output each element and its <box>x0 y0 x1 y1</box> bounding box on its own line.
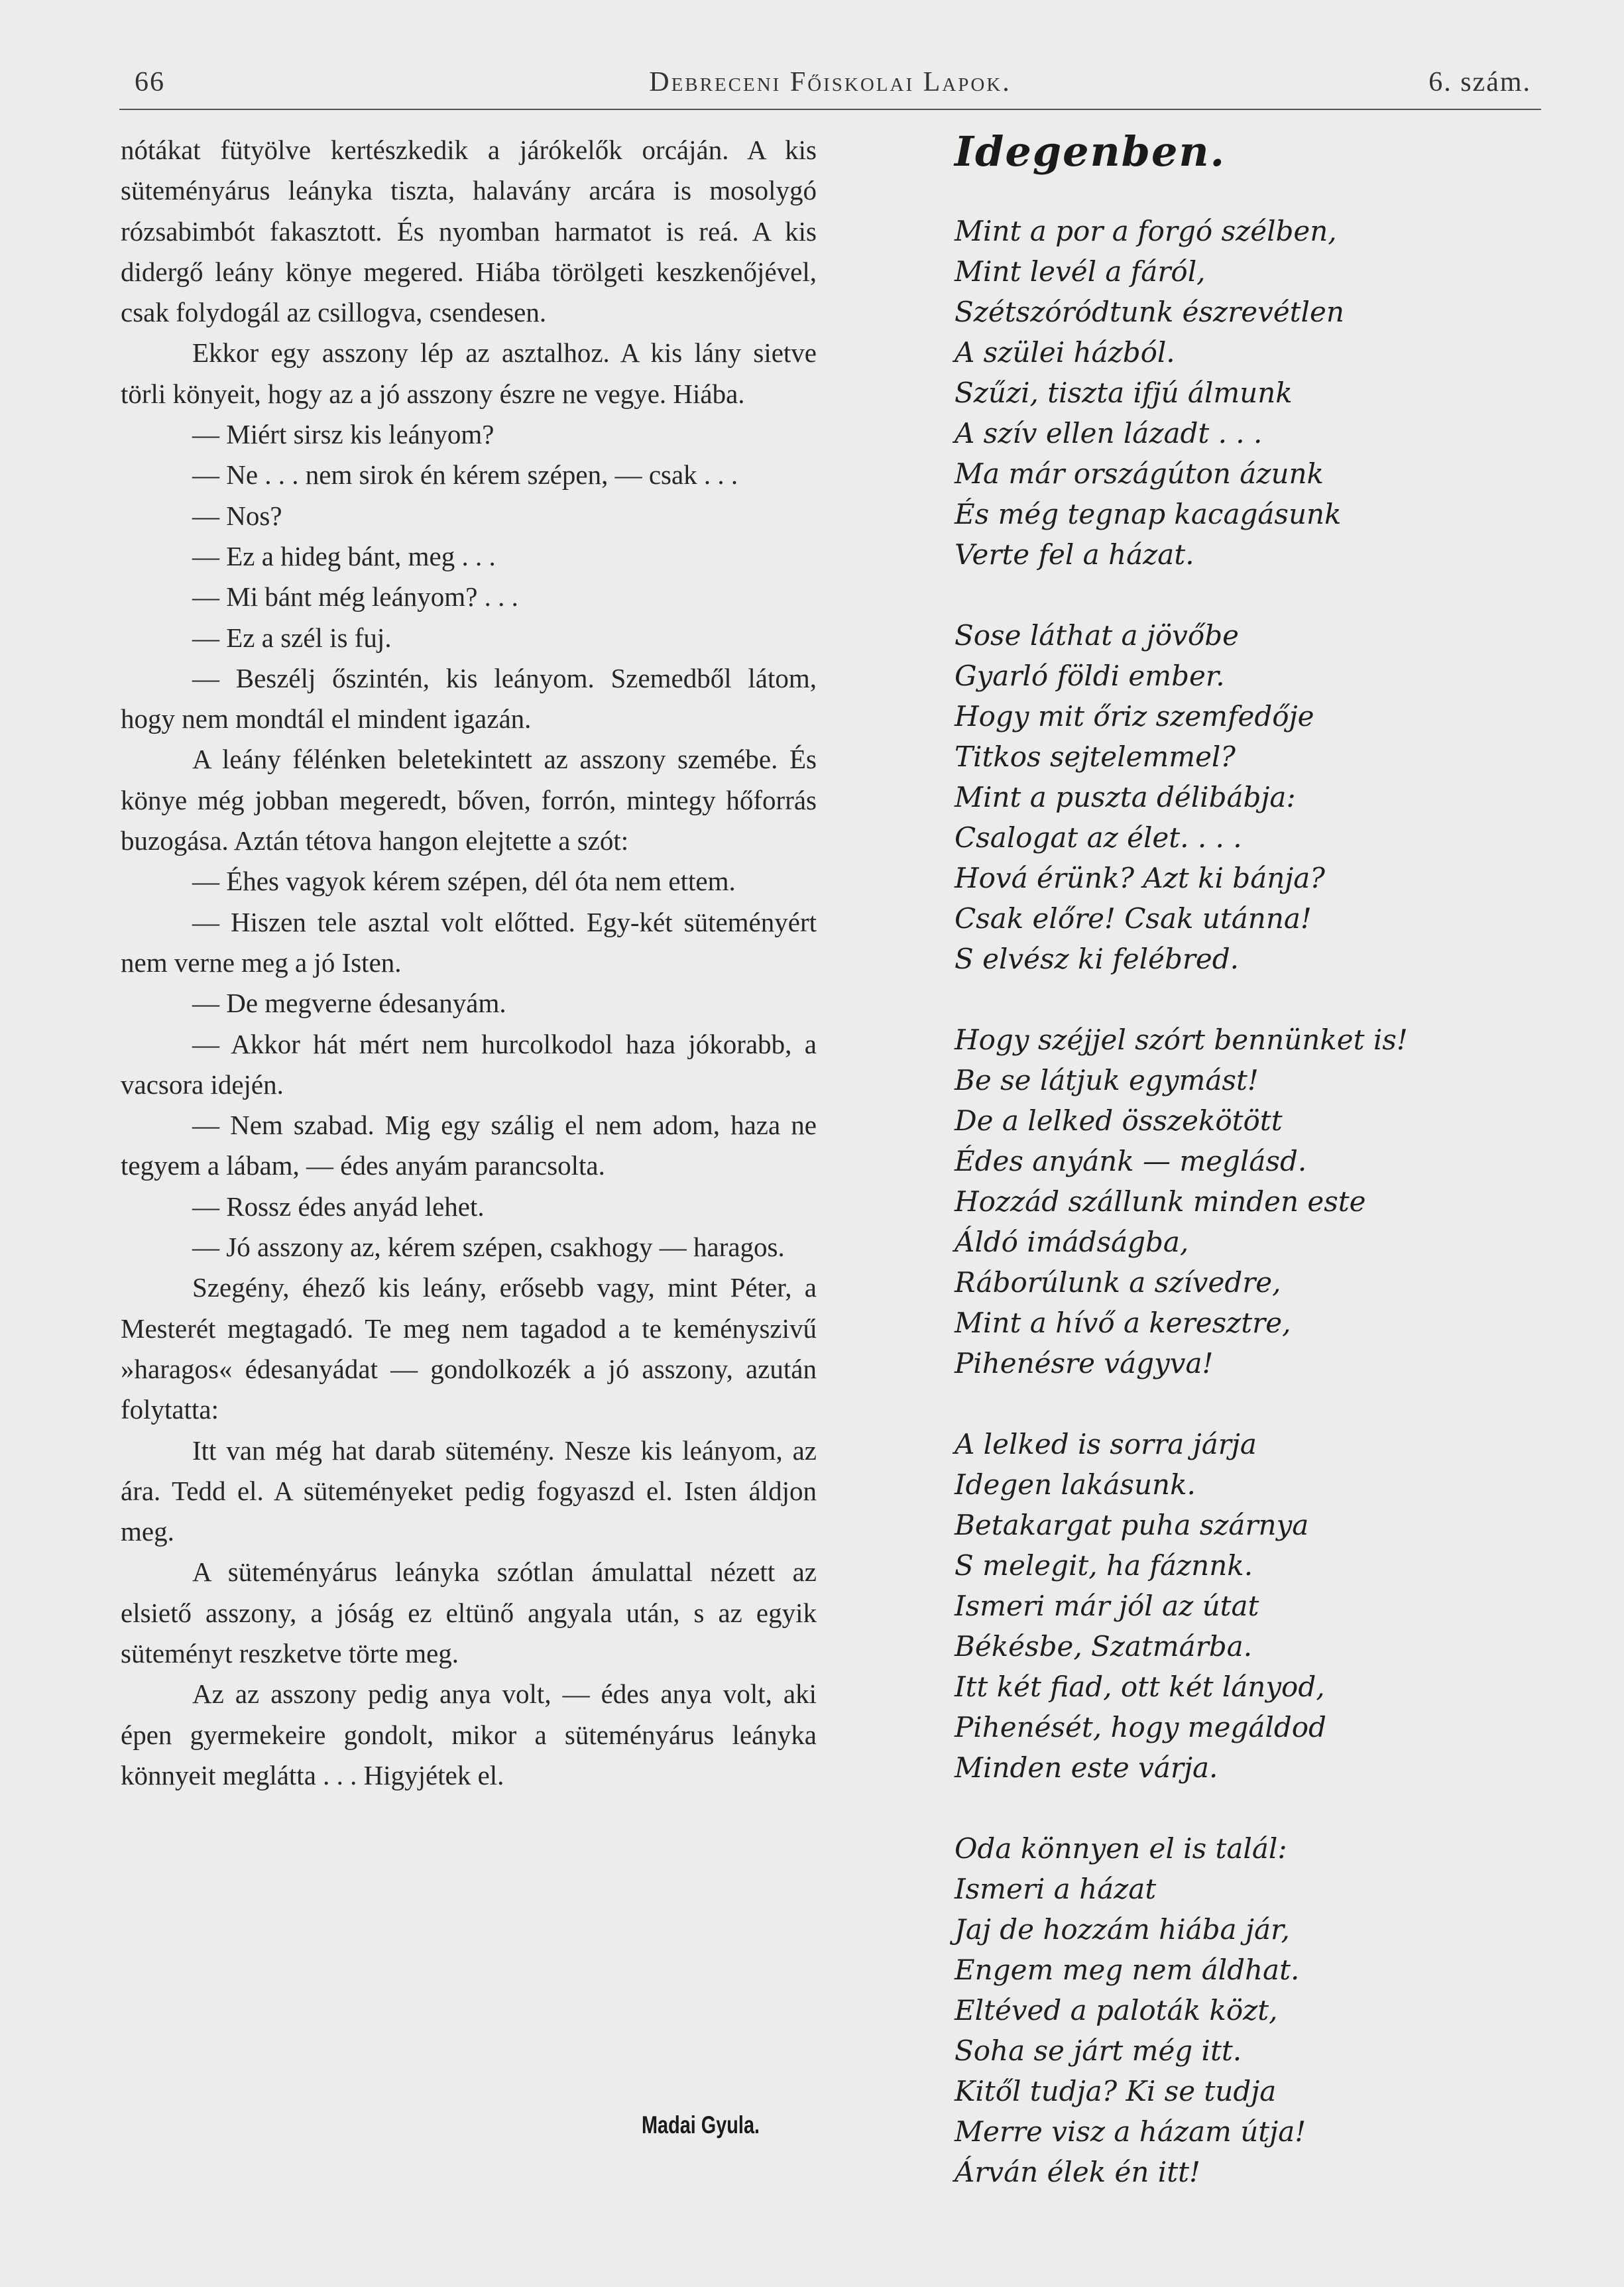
dialogue-line: — De megverne édesanyám. <box>192 988 506 1019</box>
poem-line: Szétszóródtunk észrevétlen <box>955 296 1344 328</box>
poem-line: Merre visz a házam útja! <box>955 2115 1306 2148</box>
prose-paragraph: A süteményárus leányka szótlan ámulattal nézett az elsiető asszony, a jóság ez eltünő angyala után, s az egyik süteményt reszketve törte meg. <box>121 1556 817 1669</box>
poem-line: Hogy széjjel szórt bennünket is! <box>955 1024 1408 1056</box>
header-divider <box>119 109 1541 110</box>
poem-line: S melegit, ha fáznnk. <box>955 1549 1253 1582</box>
dialogue-line: — Nos? <box>192 500 282 531</box>
poem-line: Ráborúlunk a szívedre, <box>955 1266 1281 1299</box>
poem-line: Minden este várja. <box>955 1751 1218 1784</box>
poem-line: Szűzi, tiszta ifjú álmunk <box>955 377 1293 409</box>
poem-line: Hová érünk? Azt ki bánja? <box>955 862 1325 894</box>
dialogue-line: — Ne . . . nem sirok én kérem szépen, — csak . . . <box>192 459 738 491</box>
dialogue-line: — Nem szabad. Mig egy szálig el nem adom, haza ne tegyem a lábam, — édes anyám parancsolta. <box>121 1110 817 1181</box>
dialogue-line: — Ez a szél is fuj. <box>192 622 392 653</box>
poem-line: Ismeri a házat <box>955 1873 1157 1905</box>
journal-title: Debreceni Főiskolai Lapok. <box>649 67 1012 97</box>
dialogue-line: — Éhes vagyok kérem szépen, dél óta nem ettem. <box>192 866 736 897</box>
poem-line: Betakargat puha szárnya <box>955 1509 1309 1541</box>
prose-paragraph: Ekkor egy asszony lép az asztalhoz. A kis lány sietve törli könyeit, hogy az a jó asszony észre ne vegye. Hiába. <box>121 337 817 409</box>
poem-line: Mint a por a forgó szélben, <box>955 215 1337 247</box>
poem-line: Áldó imádságba, <box>955 1226 1189 1258</box>
poem-line: S elvész ki felébred. <box>955 943 1240 975</box>
poem-line: Verte fel a házat. <box>955 538 1194 571</box>
poem-line: A lelked is sorra járja <box>955 1428 1257 1460</box>
prose-paragraph: Szegény, éhező kis leány, erősebb vagy, mint Péter, a Mesterét megtagadó. Te meg nem tagadod a te keményszivű »haragos« édesanyádat — gondolkozék a jó asszony, azután folytatta: <box>121 1272 817 1425</box>
prose-paragraph: Itt van még hat darab sütemény. Nesze kis leányom, az ára. Tedd el. A süteményeket pedig fogyaszd el. Isten áldjon meg. <box>121 1435 817 1547</box>
poem-line: Kitől tudja? Ki se tudja <box>955 2075 1277 2107</box>
prose-column <box>121 130 817 1796</box>
poem-line: Pihenésre vágyva! <box>955 1347 1214 1379</box>
poem-stanza <box>955 1424 1525 1788</box>
poem-line: A szülei házból. <box>955 336 1175 369</box>
poem-line: Csalogat az élet. . . . <box>955 821 1242 854</box>
prose-paragraph: nótákat fütyölve kertészkedik a járókelők orcáján. A kis süteményárus leányka tiszta, halavány arcára is mosolygó rózsabimbót fakasztott. És nyomban harmatot is reá. A kis didergő leány könye megered. Hiába törölgeti keszkenőjével, csak folydogál az csillogva, csendesen. <box>121 135 817 328</box>
dialogue-line: — Jó asszony az, kérem szépen, csakhogy — haragos. <box>192 1232 785 1263</box>
poem-line: Jaj de hozzám hiába jár, <box>955 1913 1290 1946</box>
poem-line: Hogy mit őriz szemfedője <box>955 700 1314 733</box>
poem-stanza <box>955 615 1525 979</box>
dialogue-line: — Mi bánt még leányom? . . . <box>192 581 518 613</box>
dialogue-line: — Akkor hát mért nem hurcolkodol haza jókorabb, a vacsora idején. <box>121 1028 817 1100</box>
poem-line: Engem meg nem áldhat. <box>955 1954 1300 1986</box>
prose-paragraph: A leány félénken beletekintett az asszony szemébe. És könye még jobban megeredt, bőven, forrón, mintegy hőforrás buzogása. Aztán tétova hangon elejtette a szót: <box>121 744 817 856</box>
dialogue-line: — Ez a hideg bánt, meg . . . <box>192 540 496 571</box>
poem-line: Csak előre! Csak utánna! <box>955 902 1312 935</box>
poem-line: Mint a hívő a keresztre, <box>955 1307 1291 1339</box>
poem-line: A szív ellen lázadt . . . <box>955 417 1263 449</box>
poem-line: Gyarló földi ember. <box>955 660 1225 692</box>
poem-line: Be se látjuk egymást! <box>955 1064 1259 1096</box>
poem-line: És még tegnap kacagásunk <box>955 498 1342 530</box>
author-signature: Madai Gyula. <box>642 2111 760 2139</box>
running-header <box>123 66 1538 111</box>
poem-stanza <box>955 1828 1525 2192</box>
dialogue-line: — Hiszen tele asztal volt előtted. Egy-két süteményért nem verne meg a jó Isten. <box>121 906 817 978</box>
poem-line: Mint a puszta délibábja: <box>955 781 1296 813</box>
poem-line: Eltéved a paloták közt, <box>955 1994 1278 2026</box>
poem-title: Idegenben. <box>955 127 1226 176</box>
poem-line: Árván élek én itt! <box>955 2156 1200 2188</box>
issue-number: 6. szám. <box>1428 67 1531 97</box>
poem-line: Hozzád szállunk minden este <box>955 1185 1366 1218</box>
poem-line: Mint levél a fáról, <box>955 255 1206 288</box>
poem-line: Soha se járt még itt. <box>955 2034 1242 2067</box>
poem-stanza <box>955 1020 1525 1383</box>
dialogue-line: — Rossz édes anyád lehet. <box>192 1191 485 1222</box>
poem-line: Békésbe, Szatmárba. <box>955 1630 1253 1663</box>
poem-line: Ma már országúton ázunk <box>955 457 1324 490</box>
poem-line: Titkos sejtelemmel? <box>955 740 1236 773</box>
poem-line: Oda könnyen el is talál: <box>955 1832 1287 1865</box>
poem-stanza <box>955 211 1525 575</box>
page-number: 66 <box>135 67 165 97</box>
poem-line: Sose láthat a jövőbe <box>955 619 1239 652</box>
dialogue-line: — Miért sirsz kis leányom? <box>192 419 494 450</box>
poem-line: Ismeri már jól az útat <box>955 1590 1259 1622</box>
poem-line: De a lelked összekötött <box>955 1104 1283 1137</box>
poem-line: Idegen lakásunk. <box>955 1468 1196 1501</box>
poem-body <box>955 211 1525 2192</box>
prose-paragraph: Az az asszony pedig anya volt, — édes anya volt, aki épen gyermekeire gondolt, mikor a süteményárus leányka könnyeit meglátta . . . Higyjétek el. <box>121 1678 817 1790</box>
poem-line: Édes anyánk — meglásd. <box>955 1145 1307 1177</box>
poem-line: Pihenését, hogy megáldod <box>955 1711 1326 1743</box>
poem-line: Itt két fiad, ott két lányod, <box>955 1671 1325 1703</box>
dialogue-line: — Beszélj őszintén, kis leányom. Szemedből látom, hogy nem mondtál el mindent igazán. <box>121 662 817 734</box>
